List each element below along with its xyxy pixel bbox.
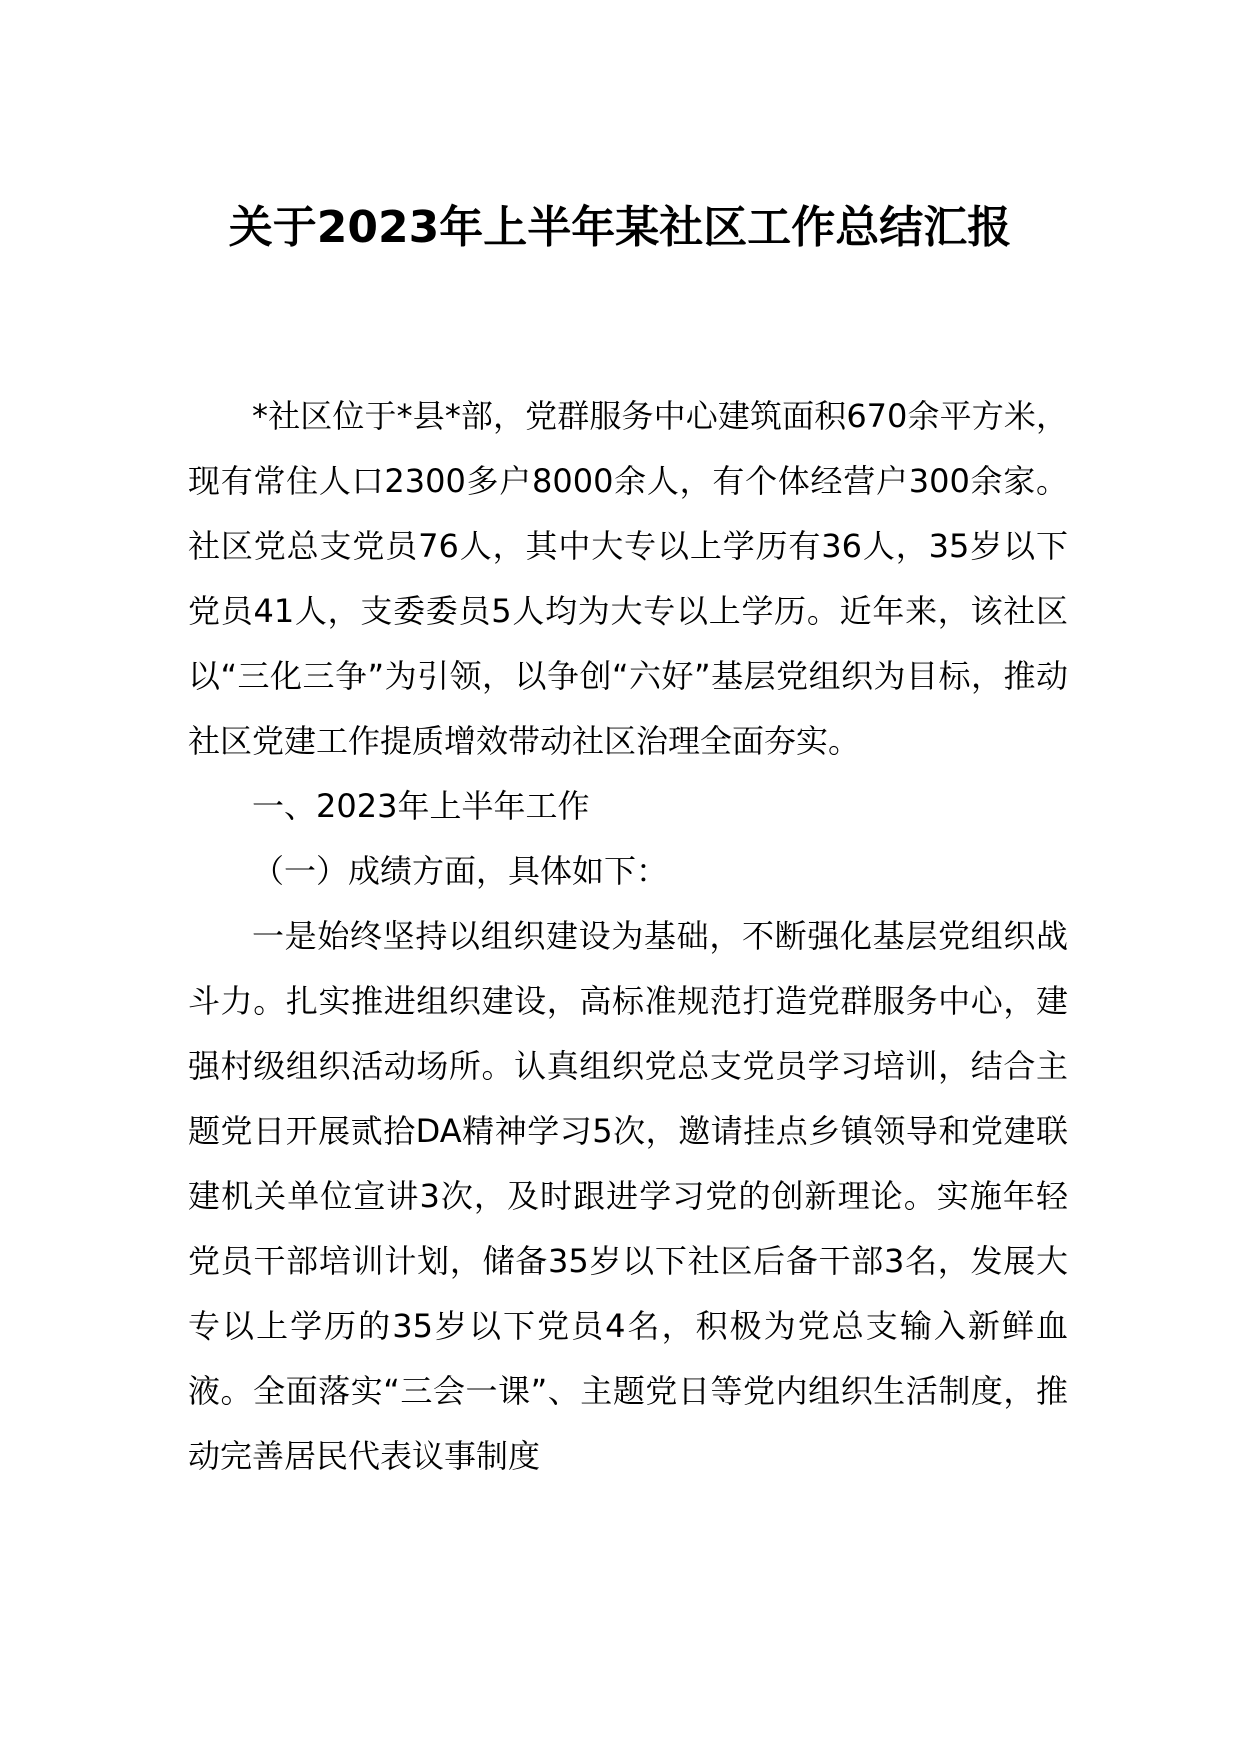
paragraph-community-overview: *社区位于*县*部，党群服务中心建筑面积670余平方米，现有常住人口2300多户8000余人，有个体经营户300余家。社区党总支党员76人，其中大专以上学历有36人，35岁以下党员41人，支委委员5人均为大专以上学历。近年来，该社区以“三化三争”为引领，以争创“六好”基层党组织为目标，推动社区党建工作提质增效带动社区治理全面夯实。 (188, 397, 1068, 760)
document-body (188, 384, 1068, 1489)
section-heading-first-half-work: 一、2023年上半年工作 (252, 787, 590, 825)
document-title: 关于2023年上半年某社区工作总结汇报 (228, 202, 1012, 253)
subsection-heading-achievements: （一）成绩方面，具体如下： (252, 852, 669, 890)
paragraph-organization-building: 一是始终坚持以组织建设为基础，不断强化基层党组织战斗力。扎实推进组织建设，高标准规范打造党群服务中心，建强村级组织活动场所。认真组织党总支党员学习培训，结合主题党日开展贰拾DA精神学习5次，邀请挂点乡镇领导和党建联建机关单位宣讲3次，及时跟进学习党的创新理论。实施年轻党员干部培训计划，储备35岁以下社区后备干部3名，发展大专以上学历的35岁以下党员4名，积极为党总支输入新鲜血液。全面落实“三会一课”、主题党日等党内组织生活制度，推动完善居民代表议事制度 (188, 917, 1068, 1475)
